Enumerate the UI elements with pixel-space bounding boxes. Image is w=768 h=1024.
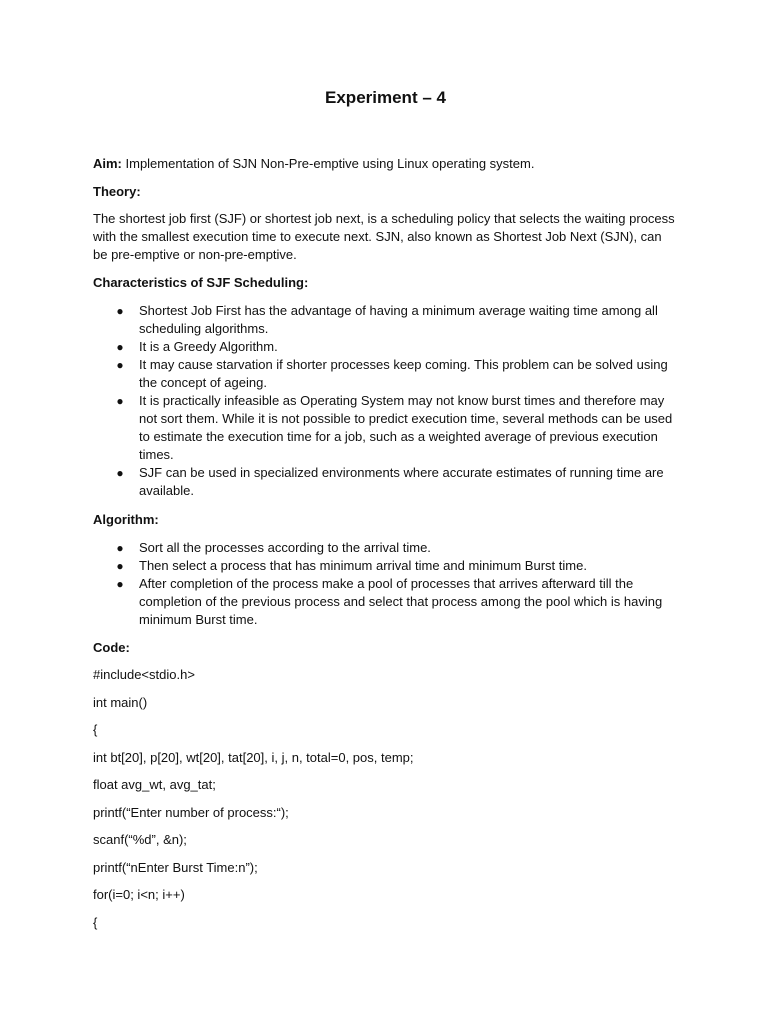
list-item <box>93 338 678 356</box>
bullet-icon: ● <box>116 394 124 408</box>
code-line: printf(“Enter number of process:“); <box>93 805 289 820</box>
characteristics-heading: Characteristics of SJF Scheduling: <box>93 275 309 290</box>
characteristics-list <box>93 302 678 500</box>
list-item-text: Sort all the processes according to the arrival time. <box>139 540 431 555</box>
bullet-icon: ● <box>116 466 124 480</box>
list-item-text: It may cause starvation if shorter processes keep coming. This problem can be solved using the concept of ageing. <box>139 357 668 390</box>
bullet-icon: ● <box>116 358 124 372</box>
code-line: { <box>93 915 98 930</box>
list-item <box>93 302 678 338</box>
list-item-text: After completion of the process make a pool of processes that arrives afterward till the completion of the previous process and select that process among the pool which is having minimum Burst time. <box>139 576 663 627</box>
code-line: for(i=0; i<n; i++) <box>93 887 185 902</box>
list-item-text: SJF can be used in specialized environments where accurate estimates of running time are available. <box>139 465 664 498</box>
list-item-text: Then select a process that has minimum arrival time and minimum Burst time. <box>139 558 587 573</box>
list-item <box>93 557 678 575</box>
code-line: printf(“nEnter Burst Time:n”); <box>93 860 258 875</box>
theory-heading: Theory: <box>93 184 141 199</box>
code-line: int main() <box>93 695 148 710</box>
list-item <box>93 575 678 629</box>
list-item <box>93 356 678 392</box>
code-line: int bt[20], p[20], wt[20], tat[20], i, j, n, total=0, pos, temp; <box>93 750 414 765</box>
bullet-icon: ● <box>116 340 124 354</box>
list-item <box>93 392 678 464</box>
bullet-icon: ● <box>116 541 124 555</box>
aim-text: Implementation of SJN Non-Pre-emptive using Linux operating system. <box>121 156 535 171</box>
aim-label: Aim: <box>93 156 122 171</box>
page-title: Experiment – 4 <box>325 88 446 107</box>
aim-paragraph <box>93 155 678 173</box>
list-item-text: It is a Greedy Algorithm. <box>139 339 278 354</box>
list-item <box>93 539 678 557</box>
code-line: #include<stdio.h> <box>93 667 195 682</box>
algorithm-list <box>93 539 678 629</box>
algorithm-heading: Algorithm: <box>93 512 159 527</box>
code-line: scanf(“%d”, &n); <box>93 832 187 847</box>
bullet-icon: ● <box>116 577 124 591</box>
bullet-icon: ● <box>116 559 124 573</box>
code-line: float avg_wt, avg_tat; <box>93 777 216 792</box>
list-item-text: Shortest Job First has the advantage of having a minimum average waiting time among all scheduling algorithms. <box>139 303 658 336</box>
list-item <box>93 464 678 500</box>
code-heading: Code: <box>93 640 130 655</box>
theory-paragraph: The shortest job first (SJF) or shortest job next, is a scheduling policy that selects the waiting process with the smallest execution time to execute next. SJN, also known as Shortest Job Next (SJN), can be pre-emptive or non-pre-emptive. <box>93 211 675 262</box>
list-item-text: It is practically infeasible as Operating System may not know burst times and therefore may not sort them. While it is not possible to predict execution time, several methods can be used to estimate the execution time for a job, such as a weighted average of previous execution times. <box>139 393 673 462</box>
bullet-icon: ● <box>116 304 124 318</box>
code-line: { <box>93 722 98 737</box>
